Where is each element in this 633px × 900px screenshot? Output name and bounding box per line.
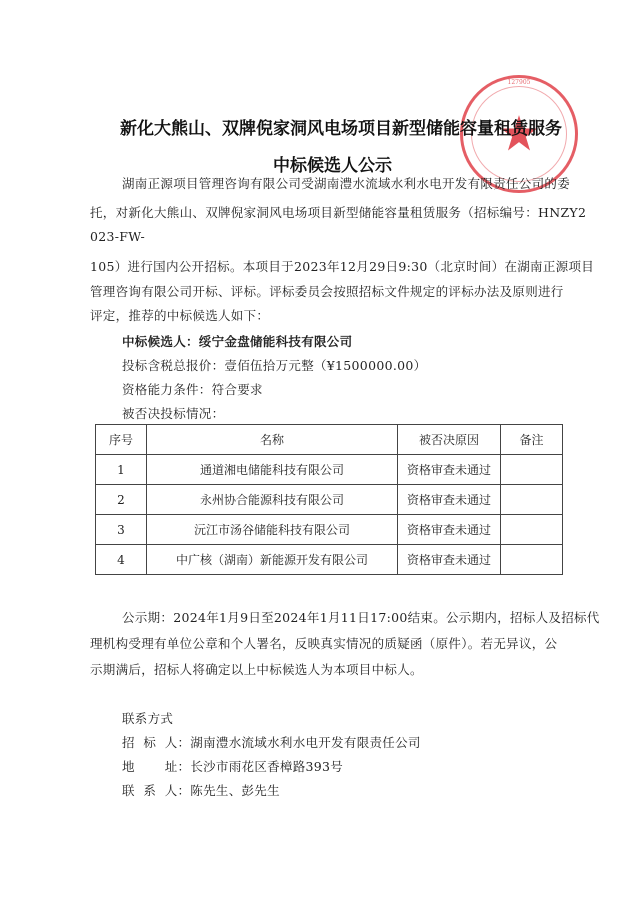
table-row	[96, 545, 563, 575]
rejected-bids-heading: 被否决投标情况：	[122, 406, 225, 421]
text-line: 理机构受理有单位公章和个人署名，反映真实情况的质疑函（原件）。若无异议，公	[90, 636, 558, 651]
header-cell: 备注	[501, 425, 563, 455]
cell-reason: 资格审查未通过	[398, 545, 501, 575]
contact-heading: 联系方式	[122, 711, 174, 726]
cell-name: 通道湘电储能科技有限公司	[147, 455, 398, 485]
cell-reason: 资格审查未通过	[398, 455, 501, 485]
text-line: 示期满后，招标人将确定以上中标候选人为本项目中标人。	[90, 662, 423, 677]
cell-remark	[501, 545, 563, 575]
cell-index: 3	[96, 515, 147, 545]
contact-tenderer: 招 标 人：湖南澧水流域水利水电开发有限责任公司	[122, 735, 421, 750]
cell-remark	[501, 485, 563, 515]
document-subtitle: 中标候选人公示	[273, 156, 392, 176]
table-header-row	[96, 425, 563, 455]
header-cell: 被否决原因	[398, 425, 501, 455]
seal-number: 127905	[507, 79, 531, 86]
cell-remark	[501, 515, 563, 545]
text-line: 105）进行国内公开招标。本项目于2023年12月29日9:30（北京时间）在湖南正源项目	[90, 259, 595, 274]
contact-person: 联 系 人：陈先生、彭先生	[122, 783, 280, 798]
text-line: 湖南正源项目管理咨询有限公司受湖南澧水流域水利水电开发有限责任公司的委	[122, 176, 571, 191]
cell-remark	[501, 455, 563, 485]
contact-address: 地 址：长沙市雨花区香樟路393号	[122, 759, 344, 774]
table-row	[96, 515, 563, 545]
rejected-bids-table	[95, 424, 563, 575]
table-row	[96, 455, 563, 485]
header-cell: 序号	[96, 425, 147, 455]
text-line: 公示期：2024年1月9日至2024年1月11日17:00结束。公示期内，招标人及招标代	[122, 610, 600, 625]
document-title: 新化大熊山、双牌倪家洞风电场项目新型储能容量租赁服务	[120, 119, 562, 139]
text-line: 评定，推荐的中标候选人如下：	[90, 308, 270, 323]
text-line: 023-FW-	[90, 229, 146, 244]
cell-name: 永州协合能源科技有限公司	[147, 485, 398, 515]
cell-name: 沅江市汤谷储能科技有限公司	[147, 515, 398, 545]
text-line: 托，对新化大熊山、双牌倪家洞风电场项目新型储能容量租赁服务（招标编号：HNZY2	[90, 205, 587, 220]
bid-price: 投标含税总报价：壹佰伍拾万元整（¥1500000.00）	[122, 358, 427, 373]
cell-index: 2	[96, 485, 147, 515]
header-cell: 名称	[147, 425, 398, 455]
winning-candidate: 中标候选人：绥宁金盘储能科技有限公司	[122, 334, 353, 349]
cell-index: 1	[96, 455, 147, 485]
qualification: 资格能力条件：符合要求	[122, 382, 263, 397]
text-line: 管理咨询有限公司开标、评标。评标委员会按照招标文件规定的评标办法及原则进行	[90, 284, 564, 299]
cell-reason: 资格审查未通过	[398, 515, 501, 545]
cell-reason: 资格审查未通过	[398, 485, 501, 515]
cell-name: 中广核（湖南）新能源开发有限公司	[147, 545, 398, 575]
table-row	[96, 485, 563, 515]
cell-index: 4	[96, 545, 147, 575]
